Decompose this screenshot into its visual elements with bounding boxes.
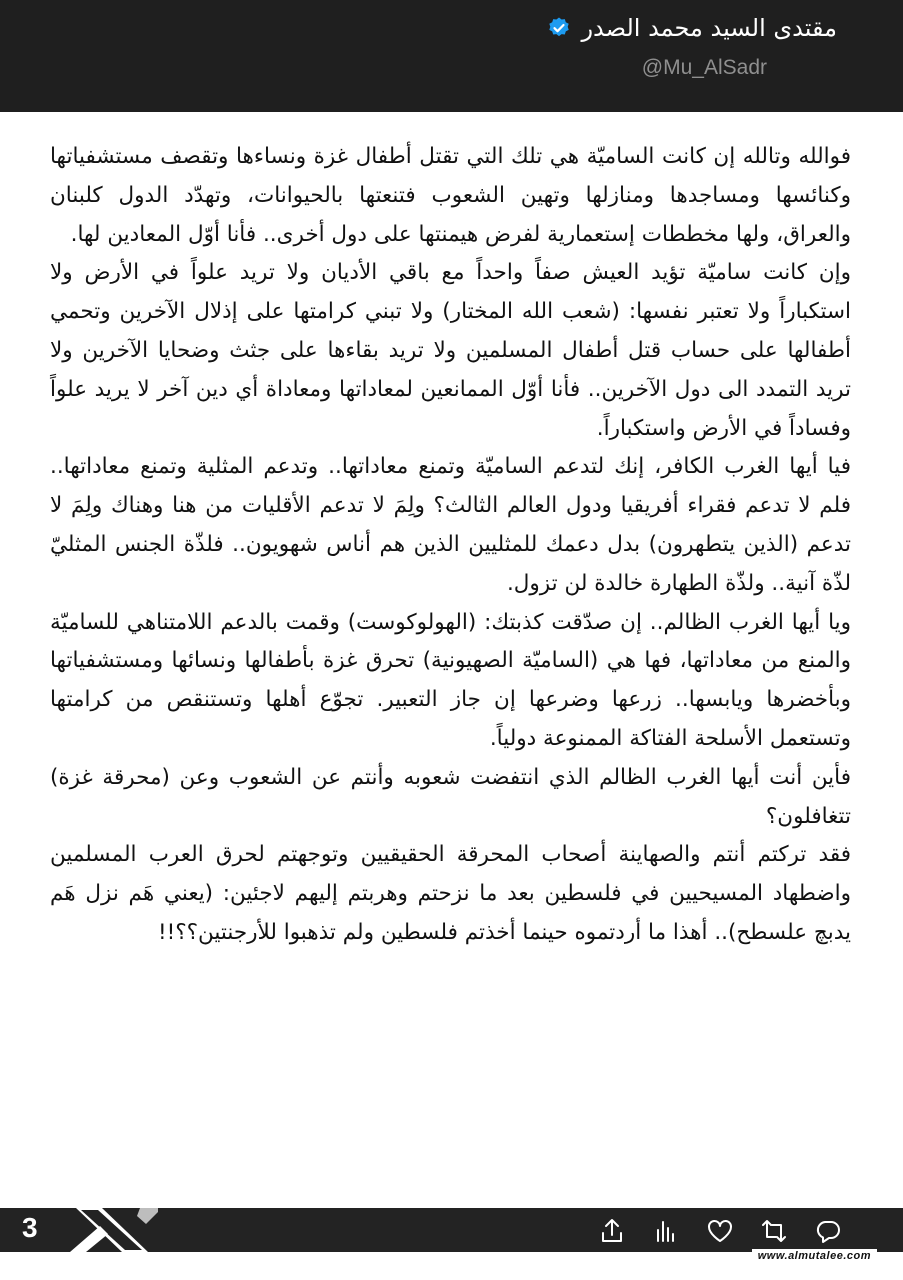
site-watermark: www.almutalee.com — [752, 1249, 877, 1263]
paragraph-4: ويا أيها الغرب الظالم.. إن صدّقت كذبتك: (الهولوكوست) وقمت بالدعم اللامتناهي للساميّة والمنع من معاداتها، فها هي (الساميّة الصهيونية) تحرق غزة بأطفالها ونسائها ومستشفياتها وبأخضرها ويابسها.. زرعها وضرعها إن جاز التعبير. تجوّع أهلها وتستنقص من كرامتها وتستعمل الأسلحة الفتاكة الممنوعة دولياً. — [50, 609, 851, 751]
paragraph-6: فقد تركتم أنتم والصهاينة أصحاب المحرقة الحقيقيين وتوجهتم لحرق العرب المسلمين واضطهاد المسيحيين في فلسطين بعد ما نزحتم وهربتم إليهم لاجئين: (يعني هَم نزل هَم يدبچ علسطح).. أهذا ما أردتموه حينما أخذتم فلسطين ولم تذهبوا للأرجنتين؟؟!! — [50, 842, 851, 945]
profile-header — [0, 0, 903, 112]
post-text — [50, 138, 851, 953]
page-number: 3 — [22, 1212, 38, 1243]
share-icon[interactable] — [597, 1216, 627, 1246]
verified-badge-icon — [547, 16, 571, 40]
footer-bar — [0, 1208, 903, 1252]
views-icon[interactable] — [651, 1216, 681, 1246]
paragraph-3: فيا أيها الغرب الكافر، إنك لتدعم الساميّة وتمنع معاداتها.. وتدعم المثلية وتمنع معاداتها.. فلم لا تدعم فقراء أفريقيا ودول العالم الثالث؟ ولِمَ لا تدعم الأقليات من هنا وهناك ولِمَ لا تدعم (الذين يتطهرون) بدل دعمك للمثليين الذين هم أناس شهويون.. فلذّة الجنس المثليّ لذّة آنية.. ولذّة الطهارة خالدة لن تزول. — [50, 454, 851, 596]
repost-icon[interactable] — [759, 1216, 789, 1246]
paragraph-5: فأين أنت أيها الغرب الظالم الذي انتفضت شعوبه وأنتم عن الشعوب وعن (محرقة غزة) تتغافلون؟ — [50, 764, 851, 829]
reply-icon[interactable] — [813, 1216, 843, 1246]
author-name-row — [547, 14, 837, 42]
action-bar — [597, 1216, 843, 1246]
author-name[interactable]: مقتدى السيد محمد الصدر — [581, 14, 837, 42]
paragraph-2: وإن كانت ساميّة تؤيد العيش صفاً واحداً مع باقي الأديان ولا تريد علواً في الأرض ولا استكباراً ولا تعتبر نفسها: (شعب الله المختار) ولا تبني كرامتها على إذلال الآخرين وتحمي أطفالها على حساب قتل أطفال المسلمين ولا تريد بقاءها على جثث وضحايا الآخرين ولا تريد التمدد الى دول الآخرين.. فأنا أوّل الممانعين لمعاداتها ومعاداة أي دين آخر لا يريد علواً وفساداً في الأرض واستكباراً. — [50, 260, 851, 441]
author-handle[interactable]: @Mu_AlSadr — [641, 56, 767, 79]
like-icon[interactable] — [705, 1216, 735, 1246]
x-logo-icon — [62, 1208, 158, 1252]
paragraph-1: فوالله وتالله إن كانت الساميّة هي تلك التي تقتل أطفال غزة ونساءها وتقصف مستشفياتها وكنائسها ومساجدها ومنازلها وتهين الشعوب فتنعتها بالحيوانات، وتهدّد الدول كلبنان والعراق، ولها مخططات إستعمارية لفرض هيمنتها على دول أخرى.. فأنا أوّل المعادين لها. — [50, 144, 851, 247]
